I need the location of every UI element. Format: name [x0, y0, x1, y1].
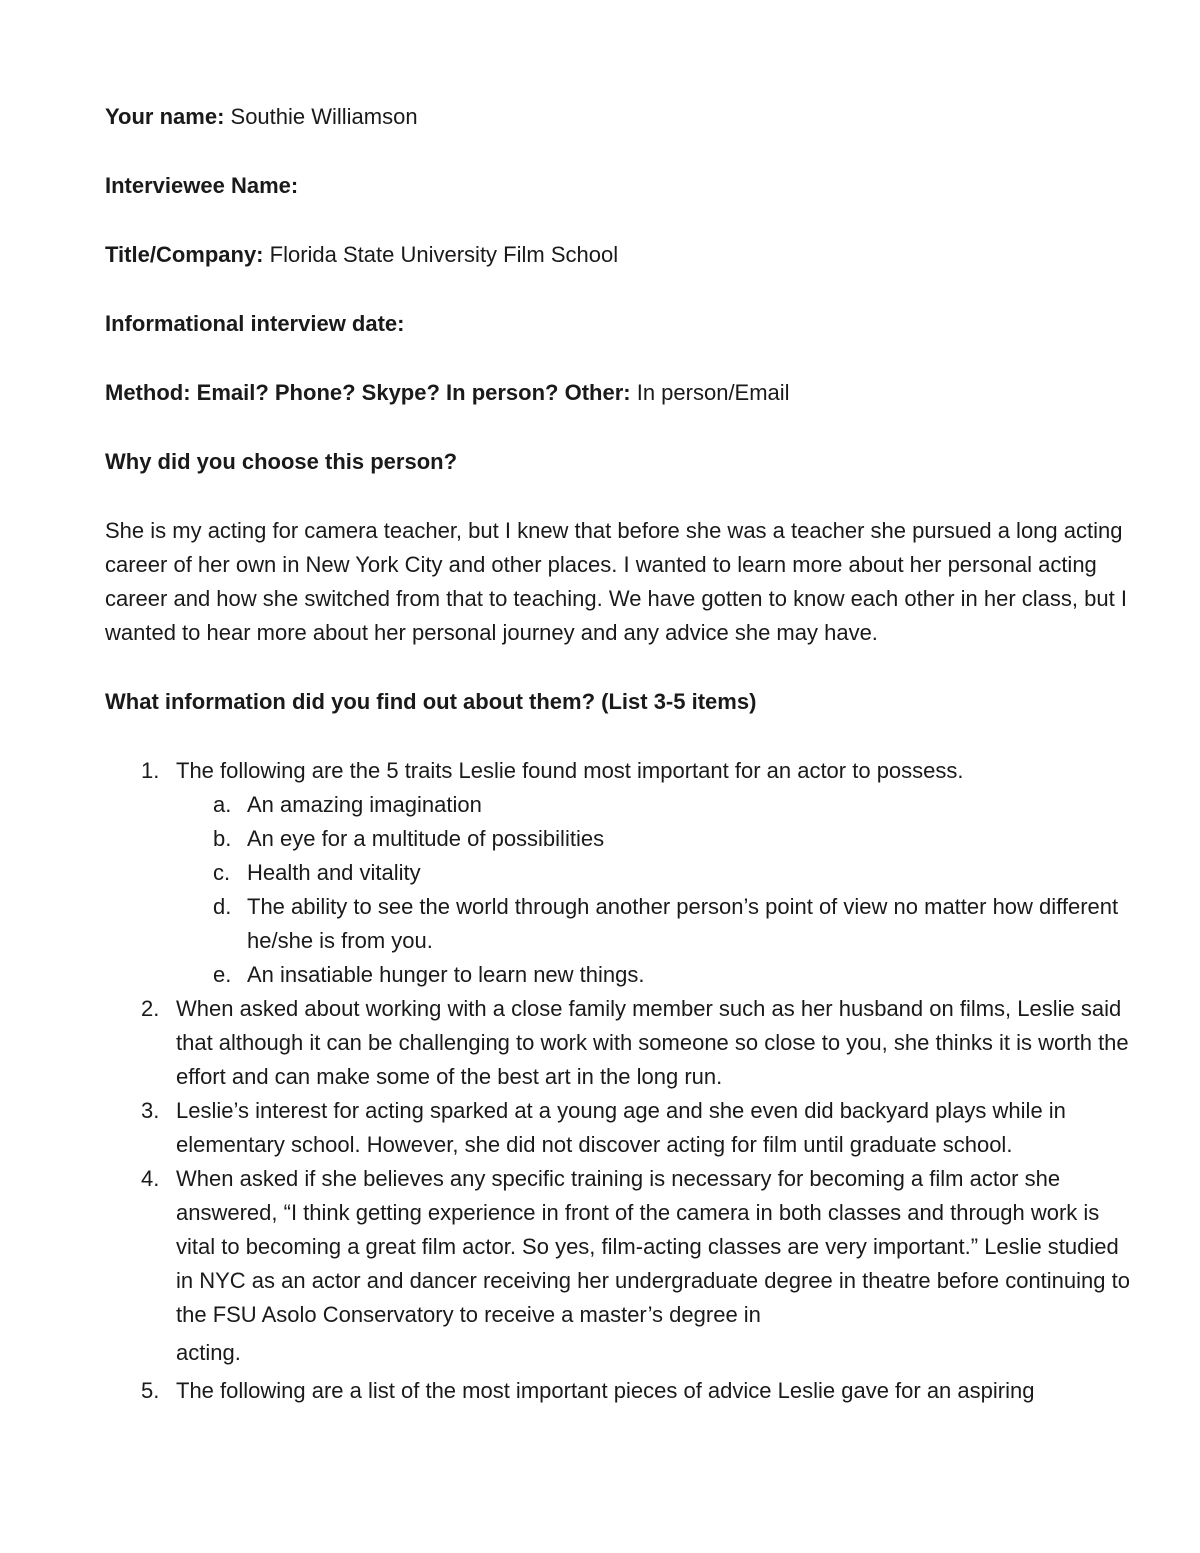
sub-list-item: [176, 822, 1135, 856]
why-question: Why did you choose this person?: [105, 449, 458, 474]
list-item-text: The following are a list of the most important pieces of advice Leslie gave for an aspiring: [176, 1378, 1035, 1403]
sub-list-text: An insatiable hunger to learn new things.: [247, 962, 645, 987]
list-item-text-continued: acting.: [176, 1340, 241, 1365]
list-item: [105, 1374, 1135, 1408]
sub-list-item: [176, 890, 1135, 958]
list-item: [105, 1094, 1135, 1162]
your-name-label: Your name:: [105, 104, 225, 129]
your-name-value: Southie Williamson: [230, 104, 418, 129]
method-label: Method: Email? Phone? Skype? In person? Other:: [105, 380, 631, 405]
sub-list-text: An amazing imagination: [247, 792, 482, 817]
list-item-text: Leslie’s interest for acting sparked at a young age and she even did backyard plays while in elementary school. However, she did not discover acting for film until graduate school.: [176, 1098, 1066, 1157]
list-item-number: 5.: [141, 1378, 160, 1403]
list-item-text: When asked about working with a close family member such as her husband on films, Leslie said that although it can be challenging to work with someone so close to you, she thinks it is worth the effort and can make some of the best art in the long run.: [176, 996, 1129, 1089]
method-value: In person/Email: [636, 380, 790, 405]
interviewee-name-label: Interviewee Name:: [105, 173, 299, 198]
sub-list-text: The ability to see the world through another person’s point of view no matter how different he/she is from you.: [247, 894, 1119, 953]
list-item-number: 2.: [141, 996, 160, 1021]
list-item: [105, 1162, 1135, 1374]
title-company-value: Florida State University Film School: [269, 242, 619, 267]
sub-list-letter: d.: [213, 894, 232, 919]
traits-sublist: [176, 788, 1135, 992]
info-list: [105, 754, 1135, 1408]
list-item: [105, 754, 1135, 992]
sub-list-text: An eye for a multitude of possibilities: [247, 826, 605, 851]
list-item: [105, 992, 1135, 1094]
sub-list-item: [176, 856, 1135, 890]
interviewee-name-field: [105, 169, 1135, 203]
list-item-number: 1.: [141, 758, 160, 783]
info-question: What information did you find out about them? (List 3-5 items): [105, 689, 757, 714]
sub-list-letter: b.: [213, 826, 232, 851]
your-name-field: [105, 100, 1135, 134]
list-item-number: 3.: [141, 1098, 160, 1123]
interview-date-field: [105, 307, 1135, 341]
method-field: [105, 376, 1135, 410]
sub-list-item: [176, 788, 1135, 822]
sub-list-letter: e.: [213, 962, 232, 987]
sub-list-letter: a.: [213, 792, 232, 817]
document-page: [105, 100, 1135, 1408]
title-company-field: [105, 238, 1135, 272]
interview-date-label: Informational interview date:: [105, 311, 405, 336]
sub-list-item: [176, 958, 1135, 992]
list-item-text: The following are the 5 traits Leslie found most important for an actor to possess.: [176, 758, 964, 783]
list-item-number: 4.: [141, 1166, 160, 1191]
sub-list-text: Health and vitality: [247, 860, 421, 885]
why-answer: She is my acting for camera teacher, but I knew that before she was a teacher she pursued a long acting career of her own in New York City and other places. I wanted to learn more about her personal acting career and how she switched from that to teaching. We have gotten to know each other in her class, but I wanted to hear more about her personal journey and any advice she may have.: [105, 518, 1127, 645]
list-item-text: When asked if she believes any specific training is necessary for becoming a film actor she answered, “I think getting experience in front of the camera in both classes and through work is vital to becoming a great film actor. So yes, film-acting classes are very important.” Leslie studied in NYC as an actor and dancer receiving her undergraduate degree in theatre before continuing to the FSU Asolo Conservatory to receive a master’s degree in: [176, 1166, 1130, 1327]
title-company-label: Title/Company:: [105, 242, 264, 267]
sub-list-letter: c.: [213, 860, 231, 885]
